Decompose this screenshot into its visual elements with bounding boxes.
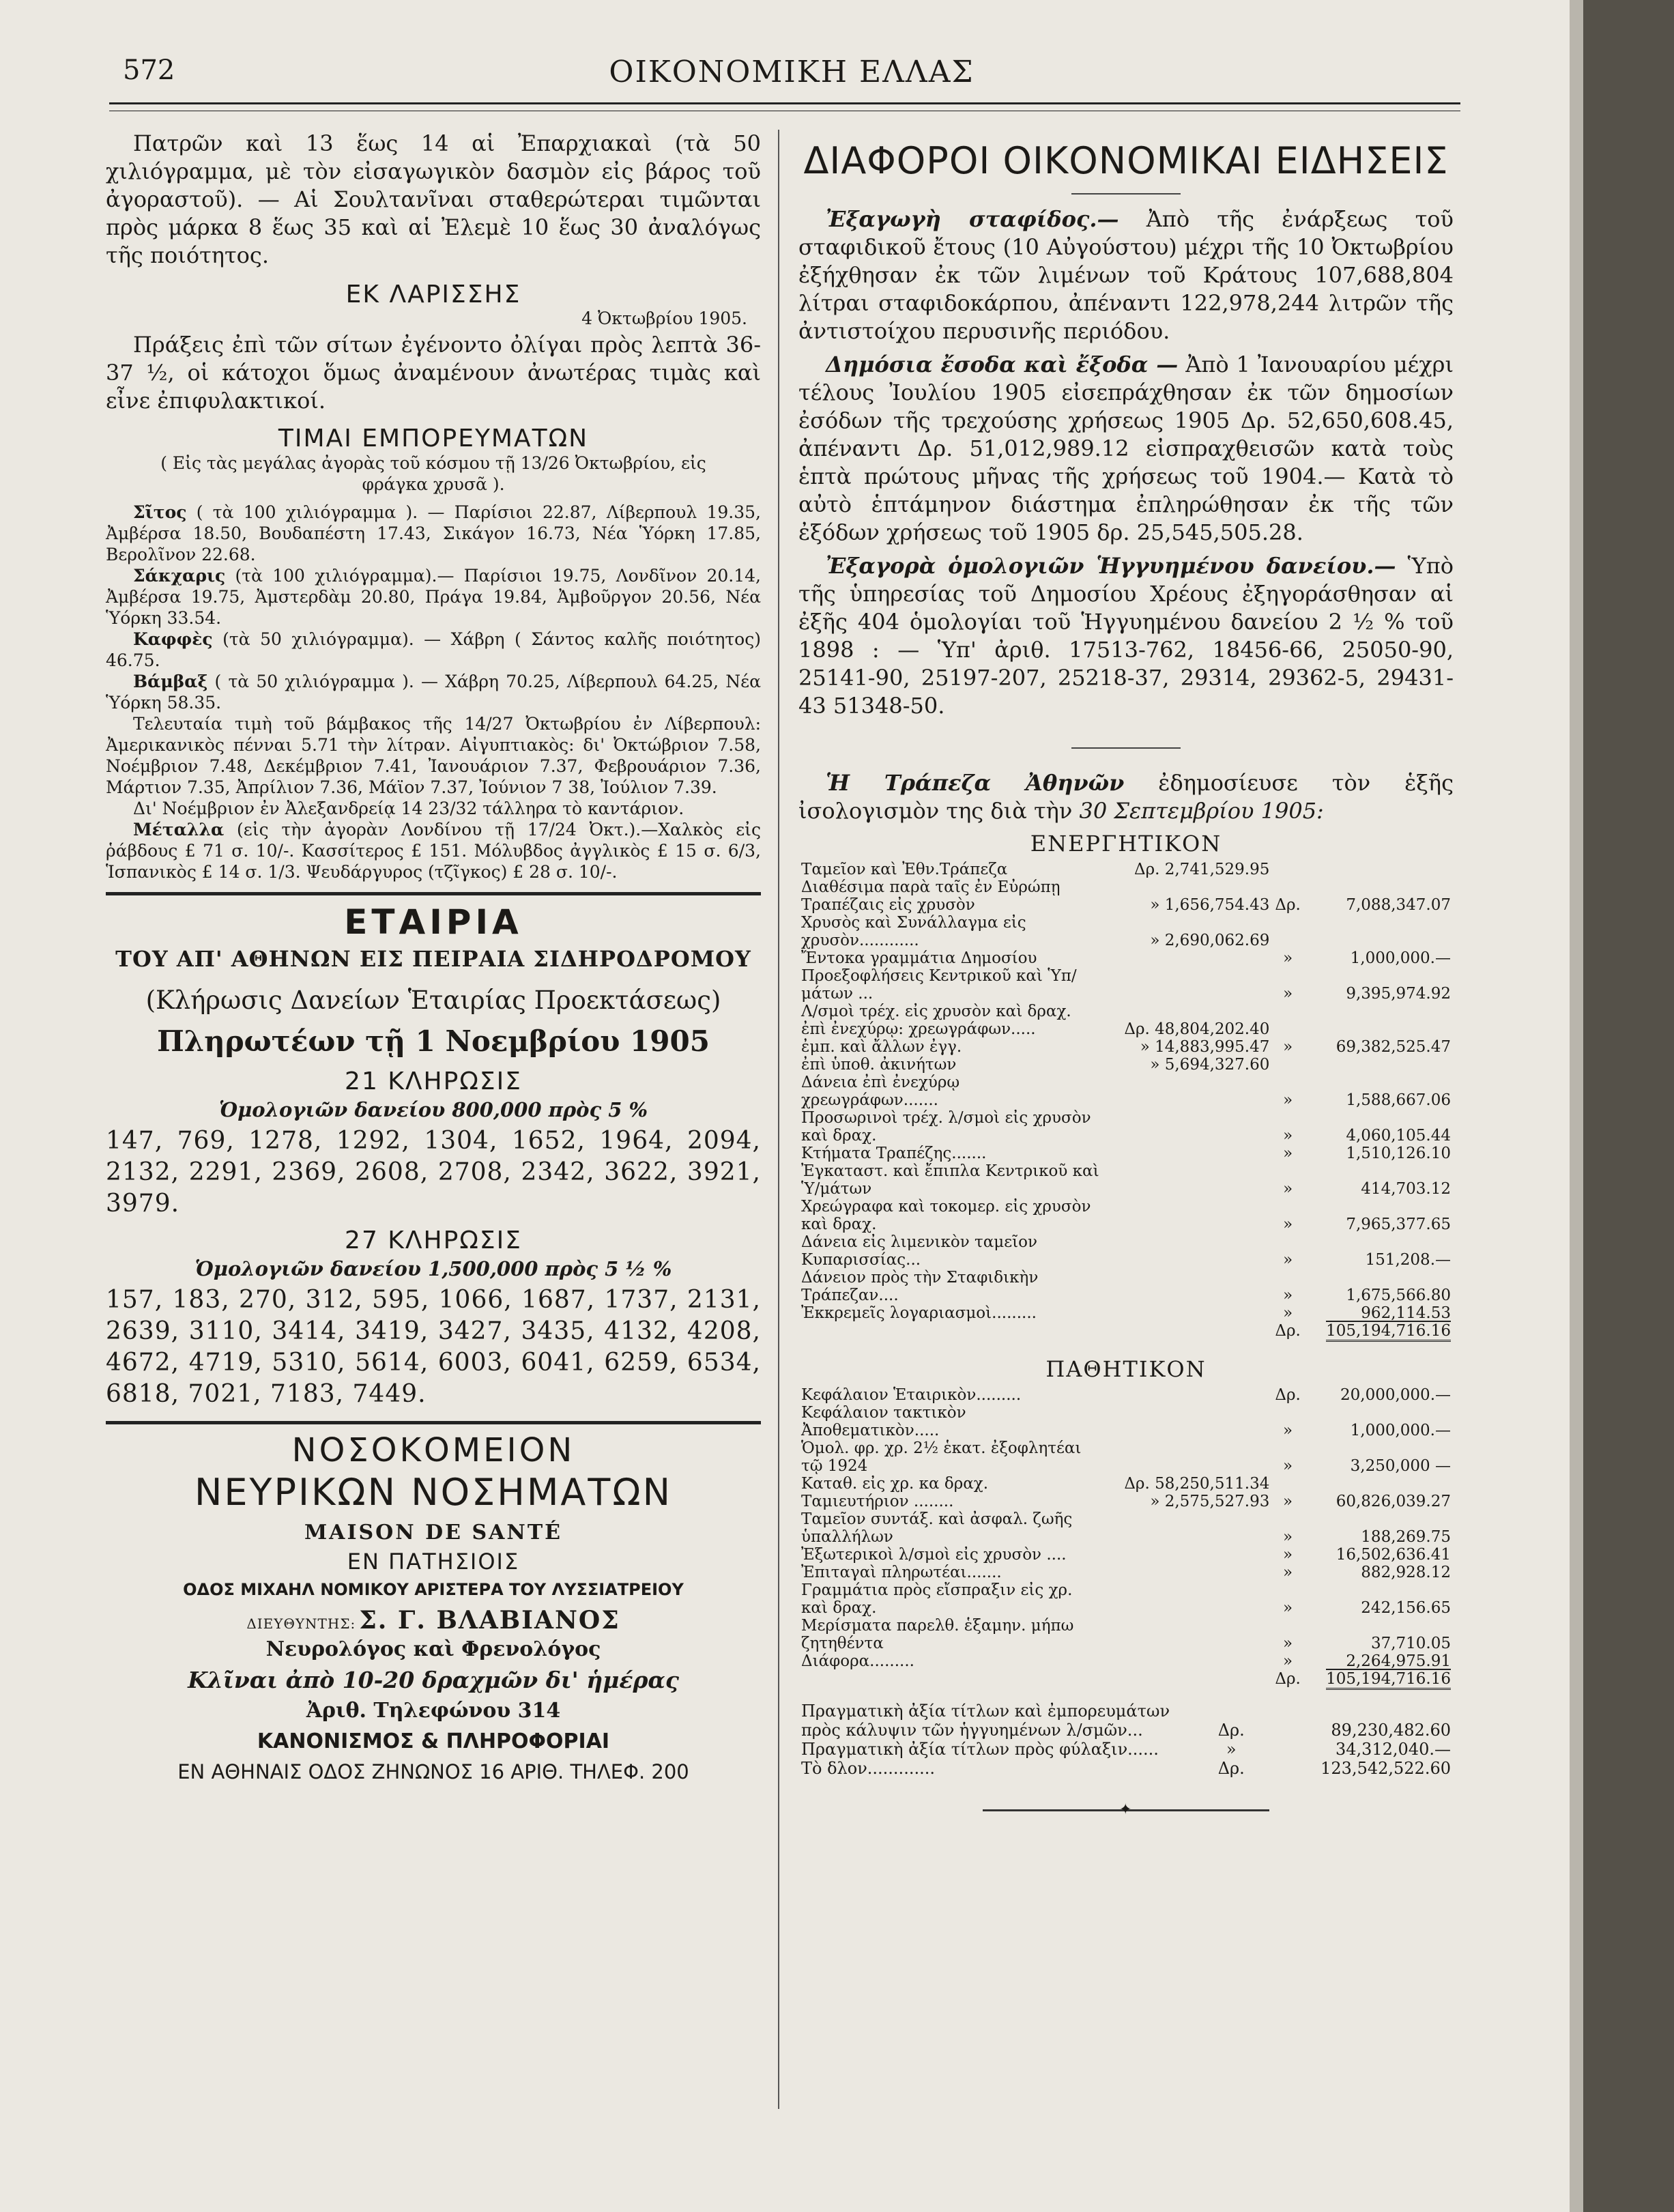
price-item: Μέταλλα (εἰς τὴν ἀγορὰν Λονδίνου τῇ 17/24 Ὀκτ.).—Χαλκὸς εἰς ῥάβδους £ 71 σ. 10/-. Κασσίτερος £ 151. Μόλυβδος ἀγγλικὸς £ 15 σ. 6/3, Ἱσπανικὸς £ 14 σ. 1/3. Ψευδάργυρος (τζῖγκος) £ 28 σ. 10/-.	[106, 820, 761, 882]
row-label: Λ/σμοὶ τρέχ. εἰς χρυσὸν καὶ δραχ. ἐπὶ ἐνεχύρῳ: χρεωγράφων.....	[801, 1003, 1071, 1038]
row-subamount	[1103, 949, 1272, 967]
row-currency: »	[1283, 1652, 1293, 1670]
row-subamount	[1103, 1233, 1272, 1269]
column-separator	[778, 130, 779, 2109]
row-currency: Δρ.	[1217, 1759, 1245, 1778]
hospital-title: ΝΟΣΟΚΟΜΕΙΟΝ	[291, 1431, 575, 1469]
row-currency: »	[1283, 1635, 1293, 1652]
company-ad	[106, 902, 761, 1410]
row-subamount	[1103, 1198, 1272, 1233]
news-heading-rule	[1071, 193, 1181, 195]
row-label: Προεξοφλήσεις Κεντρικοῦ καὶ Ὑπ/μάτων ...	[801, 967, 1077, 1003]
row-currency: »	[1283, 1457, 1293, 1475]
balance-row	[798, 861, 1454, 878]
hospital-street: ΟΔΟΣ ΜΙΧΑΗΛ ΝΟΜΙΚΟΥ ΑΡΙΣΤΕΡΑ ΤΟΥ ΛΥΣΣΙΑΤΡΕΙΟΥ	[183, 1580, 684, 1599]
total-spacer	[798, 1322, 1272, 1340]
page-edge	[1583, 0, 1674, 2212]
row-amount: 414,703.12	[1361, 1180, 1451, 1198]
row-label: Ἔντοκα γραμμάτια Δημοσίου	[801, 949, 1037, 967]
row-subamount	[1103, 1546, 1272, 1564]
row-label: Ταμεῖον καὶ Ἐθν.Τράπεζα	[801, 861, 1008, 878]
price-item: Δι' Νοέμβριον ἐν Ἀλεξανδρείᾳ 14 23/32 τάλληρα τὸ καντάριον.	[133, 799, 684, 818]
row-amount	[1303, 914, 1454, 949]
balance-row	[798, 1056, 1454, 1074]
row-subamount: » 2,575,527.93	[1150, 1493, 1270, 1510]
maison-de-sante: MAISON DE SANTÉ	[304, 1521, 563, 1545]
row-subamount: » 2,690,062.69	[1150, 932, 1270, 949]
total-value: 105,194,716.16	[1326, 1321, 1451, 1342]
row-subamount	[1103, 967, 1272, 1003]
row-currency: »	[1283, 1216, 1293, 1233]
total-amount	[1303, 1670, 1454, 1688]
row-label: Χρεώγραφα καὶ τοκομερ. εἰς χρυσὸν καὶ δραχ.	[801, 1198, 1091, 1233]
row-amount: 69,382,525.47	[1336, 1038, 1451, 1056]
hospital-title-2: ΝΕΥΡΙΚΩΝ ΝΟΣΗΜΑΤΩΝ	[194, 1471, 673, 1514]
prices-heading: ΤΙΜΑΙ ΕΜΠΟΡΕΥΜΑΤΩΝ	[278, 425, 589, 453]
balance-row	[798, 1617, 1454, 1652]
row-subamount	[1103, 1564, 1272, 1581]
balance-row	[798, 1003, 1454, 1038]
price-item: Σάκχαρις (τὰ 100 χιλιόγραμμα).— Παρίσιοι 19.75, Λονδῖνον 20.14, Ἀμβέρσα 19.75, Ἀμστερδὰμ 20.80, Πράγα 19.84, Ἀμβοῦργον 20.56, Νέα Ὑόρκη 33.54.	[106, 566, 761, 628]
balance-row	[798, 1198, 1454, 1233]
total-currency: Δρ.	[1275, 1322, 1301, 1340]
running-title: ΟΙΚΟΝΟΜΙΚΗ ΕΛΛΑΣ	[609, 55, 975, 89]
balance-row	[798, 949, 1454, 967]
row-subamount	[1103, 1404, 1272, 1439]
balance-row	[798, 1038, 1454, 1056]
larissa-date: 4 Ὀκτωβρίου 1905.	[581, 308, 747, 328]
row-amount: 37,710.05	[1370, 1635, 1451, 1652]
director-specialty: Νευρολόγος καὶ Φρενολόγος	[265, 1637, 601, 1661]
row-currency	[1272, 1056, 1303, 1074]
securities-table	[798, 1701, 1454, 1778]
price-item: Τελευταία τιμὴ τοῦ βάμβακος τῆς 14/27 Ὀκτωβρίου ἐν Λίβερπουλ: Ἀμερικανικὸς πένναι 5.71 τὴν λίτραν. Αἰγυπτιακὸς: δι' Ὀκτώβριον 7.58, Νοέμβριον 7.48, Δεκέμβριον 7.41, Ἰανουάριον 7.37, Φεβρουάριον 7.36, Μάρτιον 7.35, Ἀπρίλιον 7.36, Μάϊον 7.37, Ἰούνιον 7 38, Ἰούλιον 7.39.	[106, 714, 761, 797]
row-subamount	[1103, 1652, 1272, 1670]
row-label: Μερίσματα παρελθ. ἑξαμην. μήπω ζητηθέντα	[801, 1617, 1074, 1652]
row-currency: »	[1283, 1304, 1293, 1322]
row-currency: »	[1283, 1564, 1293, 1581]
row-label: Ἐκκρεμεῖς λογαριασμοὶ.........	[801, 1304, 1037, 1322]
row-currency: »	[1283, 1599, 1293, 1617]
draw1-heading: 21 ΚΛΗΡΩΣΙΣ	[345, 1067, 522, 1095]
balance-row	[798, 1652, 1454, 1670]
total-row	[798, 1670, 1454, 1688]
row-currency: »	[1283, 985, 1293, 1003]
balance-row	[798, 1439, 1454, 1475]
row-currency: »	[1283, 1180, 1293, 1198]
page-header	[123, 55, 1460, 96]
balance-row	[798, 1109, 1454, 1145]
row-currency: »	[1283, 1145, 1293, 1162]
row-amount: 7,088,347.07	[1346, 896, 1451, 914]
balance-row	[798, 1233, 1454, 1269]
row-amount	[1303, 1056, 1454, 1074]
row-label: Τὸ δλον.............	[801, 1759, 935, 1778]
row-amount: 1,510,126.10	[1346, 1145, 1451, 1162]
news-item: Ἐξαγωγὴ σταφίδος.— Ἀπὸ τῆς ἐνάρξεως τοῦ σταφιδικοῦ ἔτους (10 Αὐγούστου) μέχρι τῆς 10 Ὀκτωβρίου ἐξήχθησαν ἐκ τῶν λιμένων τοῦ Κράτους 107,688,804 λίτραι σταφιδοκάρπου, ἀπέναντι 122,978,244 λιτρῶν τῆς ἀντιστοίχου περυσινῆς περιόδου.	[798, 206, 1454, 344]
draw2-heading: 27 ΚΛΗΡΩΣΙΣ	[345, 1226, 522, 1254]
assets-table	[798, 861, 1454, 1340]
hospital-place: ΕΝ ΠΑΤΗΣΙΟΙΣ	[347, 1549, 520, 1575]
director-name: Σ. Γ. ΒΛΑΒΙΑΝΟΣ	[359, 1606, 620, 1635]
page-shadow	[1570, 0, 1583, 2212]
row-currency: Δρ.	[1275, 1386, 1301, 1404]
hospital-address: ΕΝ ΑΘΗΝΑΙΣ ΟΔΟΣ ΖΗΝΩΝΟΣ 16 ΑΡΙΘ. ΤΗΛΕΦ. 200	[177, 1760, 689, 1783]
assets-heading: ΕΝΕΡΓΗΤΙΚΟΝ	[1030, 831, 1222, 857]
balance-row	[798, 1269, 1454, 1304]
balance-row	[798, 1581, 1454, 1617]
row-currency	[1272, 1003, 1303, 1038]
row-subamount	[1103, 1145, 1272, 1162]
row-currency: Δρ.	[1275, 896, 1301, 914]
row-label: Προσωρινοὶ τρέχ. λ/σμοὶ εἰς χρυσὸν καὶ δραχ.	[801, 1109, 1091, 1145]
price-list	[106, 502, 761, 882]
row-subamount: Δρ. 48,804,202.40	[1124, 1020, 1270, 1038]
balance-row	[798, 967, 1454, 1003]
row-amount: 882,928.12	[1361, 1564, 1451, 1581]
row-label: Κεφάλαιον Ἑταιρικὸν.........	[801, 1386, 1022, 1404]
row-label: Κτήματα Τραπέζης.......	[801, 1145, 987, 1162]
row-label: Πραγματικὴ ἀξία τίτλων καὶ ἐμπορευμάτων πρὸς κάλυψιν τῶν ἡγγυημένων λ/σμῶν...	[801, 1701, 1170, 1740]
row-subamount: » 14,883,995.47	[1140, 1038, 1270, 1056]
row-amount: 151,208.—	[1365, 1251, 1451, 1269]
intro-paragraph: Πατρῶν καὶ 13 ἕως 14 αἱ Ἐπαρχιακαὶ (τὰ 50 χιλιόγραμμα, μὲ τὸν εἰσαγωγικὸν δασμὸν εἰς βάρος τοῦ ἀγοραστοῦ). — Αἱ Σουλτανῖναι σταθερώτεραι τιμῶνται πρὸς μάρκα 8 ἕως 35 καὶ αἱ Ἐλεμὲ 10 ἕως 30 ἀναλόγως τῆς ποιότητος.	[106, 130, 761, 268]
row-label: Ἐγκαταστ. καὶ ἔπιπλα Κεντρικοῦ καὶ Ὑ/μάτων	[801, 1162, 1099, 1198]
balance-row	[798, 1701, 1454, 1740]
row-amount: 1,000,000.—	[1350, 1422, 1451, 1439]
end-rule	[983, 1801, 1269, 1818]
row-currency: »	[1283, 1493, 1293, 1510]
row-subamount	[1103, 1617, 1272, 1652]
row-subamount	[1103, 1439, 1272, 1475]
row-subamount	[1103, 1109, 1272, 1145]
liabilities-table	[798, 1386, 1454, 1688]
row-label: Κεφάλαιον τακτικὸν Ἀποθεματικὸν.....	[801, 1404, 966, 1439]
left-column	[106, 130, 761, 1783]
end-ornament: ✦	[1119, 1801, 1132, 1818]
row-amount: 242,156.65	[1361, 1599, 1451, 1617]
balance-row	[798, 1386, 1454, 1404]
balance-row	[798, 1304, 1454, 1322]
balance-row	[798, 1546, 1454, 1564]
row-subamount: Δρ. 58,250,511.34	[1124, 1475, 1270, 1493]
balance-row	[798, 1145, 1454, 1162]
row-subamount	[1103, 1304, 1272, 1322]
hospital-phone: Ἀριθ. Τηλεφώνου 314	[306, 1699, 561, 1723]
row-label: Πραγματικὴ ἀξία τίτλων πρὸς φύλαξιν......	[801, 1740, 1159, 1759]
balance-row	[798, 1740, 1454, 1759]
row-label: Ἐπιταγαὶ πληρωτέαι.......	[801, 1564, 1002, 1581]
row-amount	[1303, 1003, 1454, 1038]
row-amount: 188,269.75	[1361, 1528, 1451, 1546]
row-subamount: » 1,656,754.43	[1150, 896, 1270, 914]
balance-row	[798, 1759, 1454, 1778]
row-subamount: » 5,694,327.60	[1150, 1056, 1270, 1074]
row-subamount	[1103, 1269, 1272, 1304]
row-currency: »	[1283, 1528, 1293, 1546]
row-currency: »	[1283, 1127, 1293, 1145]
balance-row	[798, 1510, 1454, 1546]
row-subamount	[1103, 1510, 1272, 1546]
row-amount: 1,675,566.80	[1346, 1287, 1451, 1304]
row-amount: 20,000,000.—	[1340, 1386, 1451, 1404]
row-currency: »	[1283, 1287, 1293, 1304]
ad-rule	[106, 892, 761, 895]
news-heading: ΔΙΑΦΟΡΟΙ ΟΙΚΟΝΟΜΙΚΑΙ ΕΙΔΗΣΕΙΣ	[803, 139, 1449, 182]
row-label: Χρυσὸς καὶ Συνάλλαγμα εἰς χρυσὸν............	[801, 914, 1026, 949]
row-label: ἐμπ. καὶ ἄλλων ἐγγ.	[801, 1038, 962, 1056]
director-label: ΔΙΕΥΘΥΝΤΗΣ:	[246, 1615, 356, 1632]
balance-row	[798, 1074, 1454, 1109]
row-amount	[1303, 1475, 1454, 1493]
row-subamount	[1103, 1581, 1272, 1617]
ad-rule	[106, 1421, 761, 1424]
row-amount: 34,312,040.—	[1335, 1740, 1451, 1759]
row-label: Ἐξωτερικοὶ λ/σμοὶ εἰς χρυσὸν ....	[801, 1546, 1067, 1564]
prices-subheading: ( Εἰς τὰς μεγάλας ἀγορὰς τοῦ κόσμου τῇ 13/26 Ὀκτωβρίου, εἰς φράγκα χρυσᾶ ).	[160, 453, 706, 494]
liabilities-heading: ΠΑΘΗΤΙΚΟΝ	[1045, 1356, 1207, 1382]
row-amount: 60,826,039.27	[1336, 1493, 1451, 1510]
rules-info: ΚΑΝΟΝΙΣΜΟΣ & ΠΛΗΡΟΦΟΡΙΑΙ	[257, 1729, 610, 1753]
row-label: ἐπὶ ὑποθ. ἀκινήτων	[801, 1056, 957, 1074]
row-currency: Δρ.	[1217, 1721, 1245, 1740]
bank-intro: Ἡ Τράπεζα Ἀθηνῶν ἐδημοσίευσε τὸν ἑξῆς ἰσολογισμὸν της διὰ τὴν 30 Σεπτεμβρίου 1905:	[798, 770, 1454, 824]
row-amount: 1,000,000.—	[1350, 949, 1451, 967]
company-subtitle: ΤΟΥ ΑΠ' ΑΘΗΝΩΝ ΕΙΣ ΠΕΙΡΑΙΑ ΣΙΔΗΡΟΔΡΟΜΟΥ	[115, 946, 751, 972]
hospital-ad	[106, 1431, 761, 1783]
row-subamount	[1103, 1074, 1272, 1109]
larissa-heading: ΕΚ ΛΑΡΙΣΣΗΣ	[345, 281, 521, 308]
director-line	[106, 1606, 761, 1635]
draw2-numbers: 157, 183, 270, 312, 595, 1066, 1687, 1737, 2131, 2639, 3110, 3414, 3419, 3427, 3435, 4132, 4208, 4672, 4719, 5310, 5614, 6003, 6041, 6259, 6534, 6818, 7021, 7183, 7449.	[106, 1286, 761, 1408]
total-amount	[1303, 1322, 1454, 1340]
row-amount: 4,060,105.44	[1346, 1127, 1451, 1145]
row-label: Ταμεῖον συντάξ. καὶ ἀσφαλ. ζωῆς ὑπαλλήλων	[801, 1510, 1073, 1546]
row-label: Δάνεια εἰς λιμενικὸν ταμεῖον Κυπαρισσίας...	[801, 1233, 1037, 1269]
row-currency: »	[1283, 1038, 1293, 1056]
payable-date: Πληρωτέων τῇ 1 Νοεμβρίου 1905	[157, 1024, 710, 1058]
news-item: Δημόσια ἔσοδα καὶ ἔξοδα — Ἀπὸ 1 Ἰανουαρίου μέχρι τέλους Ἰουλίου 1905 εἰσεπράχθησαν ἐκ τῶν δημοσίων ἐσόδων τῆς τρεχούσης χρήσεως 1905 Δρ. 52,650,608.45, ἀπέναντι Δρ. 51,012,989.12 εἰσπραχθεισῶν κατὰ τοὺς ἑπτὰ πρώτους μῆνας τῆς χρήσεως τοῦ 1904.— Κατὰ τὸ αὐτὸ ἑπτάμηνον διάστημα ἐπληρώθησαν ἐκ τῆς τῶν ἐξόδων χρήσεως τοῦ 1905 δρ. 25,545,505.28.	[798, 351, 1454, 545]
price-item: Καφφὲς (τὰ 50 χιλιόγραμμα). — Χάβρη ( Σάντος καλῆς ποιότητος) 46.75.	[106, 629, 761, 670]
company-title: ΕΤΑΙΡΙΑ	[344, 902, 523, 942]
row-currency	[1272, 914, 1303, 949]
row-currency: »	[1283, 1422, 1293, 1439]
price-item: Σῖτος ( τὰ 100 χιλιόγραμμα ). — Παρίσιοι 22.87, Λίβερπουλ 19.35, Ἀμβέρσα 18.50, Βουδαπέστη 17.43, Σικάγον 16.73, Νέα Ὑόρκη 17.85, Βερολῖνον 22.68.	[106, 502, 761, 564]
news-item: Ἐξαγορὰ ὁμολογιῶν Ἡγγυημένου δανείου.— Ὑπὸ τῆς ὑπηρεσίας τοῦ Δημοσίου Χρέους ἐξηγοράσθησαν αἱ ἐξῆς 404 ὁμολογίαι τοῦ Ἡγγυημένου δανείου 2 ½ % τοῦ 1898 : — Ὑπ' ἀριθ. 17513-762, 18456-66, 25050-90, 25141-90, 25197-207, 25218-37, 29314, 29362-5, 29431-43 51348-50.	[798, 553, 1454, 719]
balance-row	[798, 1475, 1454, 1493]
row-amount: 1,588,667.06	[1346, 1091, 1451, 1109]
row-currency: »	[1283, 1251, 1293, 1269]
bed-prices: Κλῖναι ἀπὸ 10-20 δραχμῶν δι' ἡμέρας	[188, 1667, 679, 1693]
row-currency	[1272, 861, 1303, 878]
total-currency: Δρ.	[1275, 1670, 1301, 1688]
row-currency: »	[1283, 1091, 1293, 1109]
row-label: Διάφορα.........	[801, 1652, 914, 1670]
balance-row	[798, 1564, 1454, 1581]
section-rule	[1071, 747, 1181, 749]
row-label: Διαθέσιμα παρὰ ταῖς ἐν Εὐρώπῃ Τραπέζαις εἰς χρυσὸν	[801, 878, 1060, 914]
total-value: 105,194,716.16	[1326, 1669, 1451, 1690]
row-label: Ὁμολ. φρ. χρ. 2½ ἑκατ. ἐξοφλητέαι τῷ 1924	[801, 1439, 1082, 1475]
total-row	[798, 1322, 1454, 1340]
company-line: (Κλήρωσις Δανείων Ἑταιρίας Προεκτάσεως)	[145, 986, 721, 1015]
row-currency: »	[1226, 1740, 1237, 1759]
draw1-numbers: 147, 769, 1278, 1292, 1304, 1652, 1964, 2094, 2132, 2291, 2369, 2608, 2708, 2342, 3622, 3921, 3979.	[106, 1127, 761, 1218]
draw2-loan: Ὁμολογιῶν δανείου 1,500,000 πρὸς 5 ½ %	[194, 1257, 672, 1280]
row-subamount	[1103, 1162, 1272, 1198]
row-amount: 16,502,636.41	[1336, 1546, 1451, 1564]
row-currency: »	[1283, 1546, 1293, 1564]
balance-row	[798, 1162, 1454, 1198]
row-subamount: Δρ. 2,741,529.95	[1134, 861, 1270, 878]
row-amount: 7,965,377.65	[1346, 1216, 1451, 1233]
row-amount: 962,114.53	[1361, 1304, 1451, 1322]
row-amount	[1303, 861, 1454, 878]
header-rule	[109, 102, 1460, 104]
row-label: Δάνεια ἐπὶ ἐνεχύρῳ χρεωγράφων.......	[801, 1074, 960, 1109]
price-item: Βάμβαξ ( τὰ 50 χιλιόγραμμα ). — Χάβρη 70.25, Λίβερπουλ 64.25, Νέα Ὑόρκη 58.35.	[106, 672, 761, 713]
balance-row	[798, 1404, 1454, 1439]
row-currency: »	[1283, 949, 1293, 967]
page-number: 572	[123, 55, 175, 86]
row-amount: 89,230,482.60	[1331, 1721, 1451, 1740]
row-amount: 2,264,975.91	[1346, 1652, 1451, 1670]
total-spacer	[798, 1670, 1272, 1688]
row-currency	[1272, 1475, 1303, 1493]
balance-row	[798, 878, 1454, 914]
row-amount: 123,542,522.60	[1321, 1759, 1451, 1778]
larissa-text: Πράξεις ἐπὶ τῶν σίτων ἐγένοντο ὀλίγαι πρὸς λεπτὰ 36-37 ½, οἱ κάτοχοι ὅμως ἀναμένουν ἀνωτέρας τιμὰς καὶ εἶνε ἐπιφυλακτικοί.	[106, 332, 761, 414]
row-label: Ταμιευτήριον ........	[801, 1493, 954, 1510]
row-subamount	[1103, 1386, 1272, 1404]
balance-row	[798, 1493, 1454, 1510]
balance-row	[798, 914, 1454, 949]
right-column	[798, 130, 1454, 1818]
draw1-loan: Ὁμολογιῶν δανείου 800,000 πρὸς 5 %	[218, 1098, 648, 1121]
row-label: Γραμμάτια πρὸς εἴσπραξιν εἰς χρ. καὶ δραχ.	[801, 1581, 1073, 1617]
row-amount: 9,395,974.92	[1346, 985, 1451, 1003]
row-label: Καταθ. εἰς χρ. κα δραχ.	[801, 1475, 989, 1493]
row-amount: 3,250,000 —	[1350, 1457, 1451, 1475]
row-label: Δάνειον πρὸς τὴν Σταφιδικὴν Τράπεζαν....	[801, 1269, 1039, 1304]
